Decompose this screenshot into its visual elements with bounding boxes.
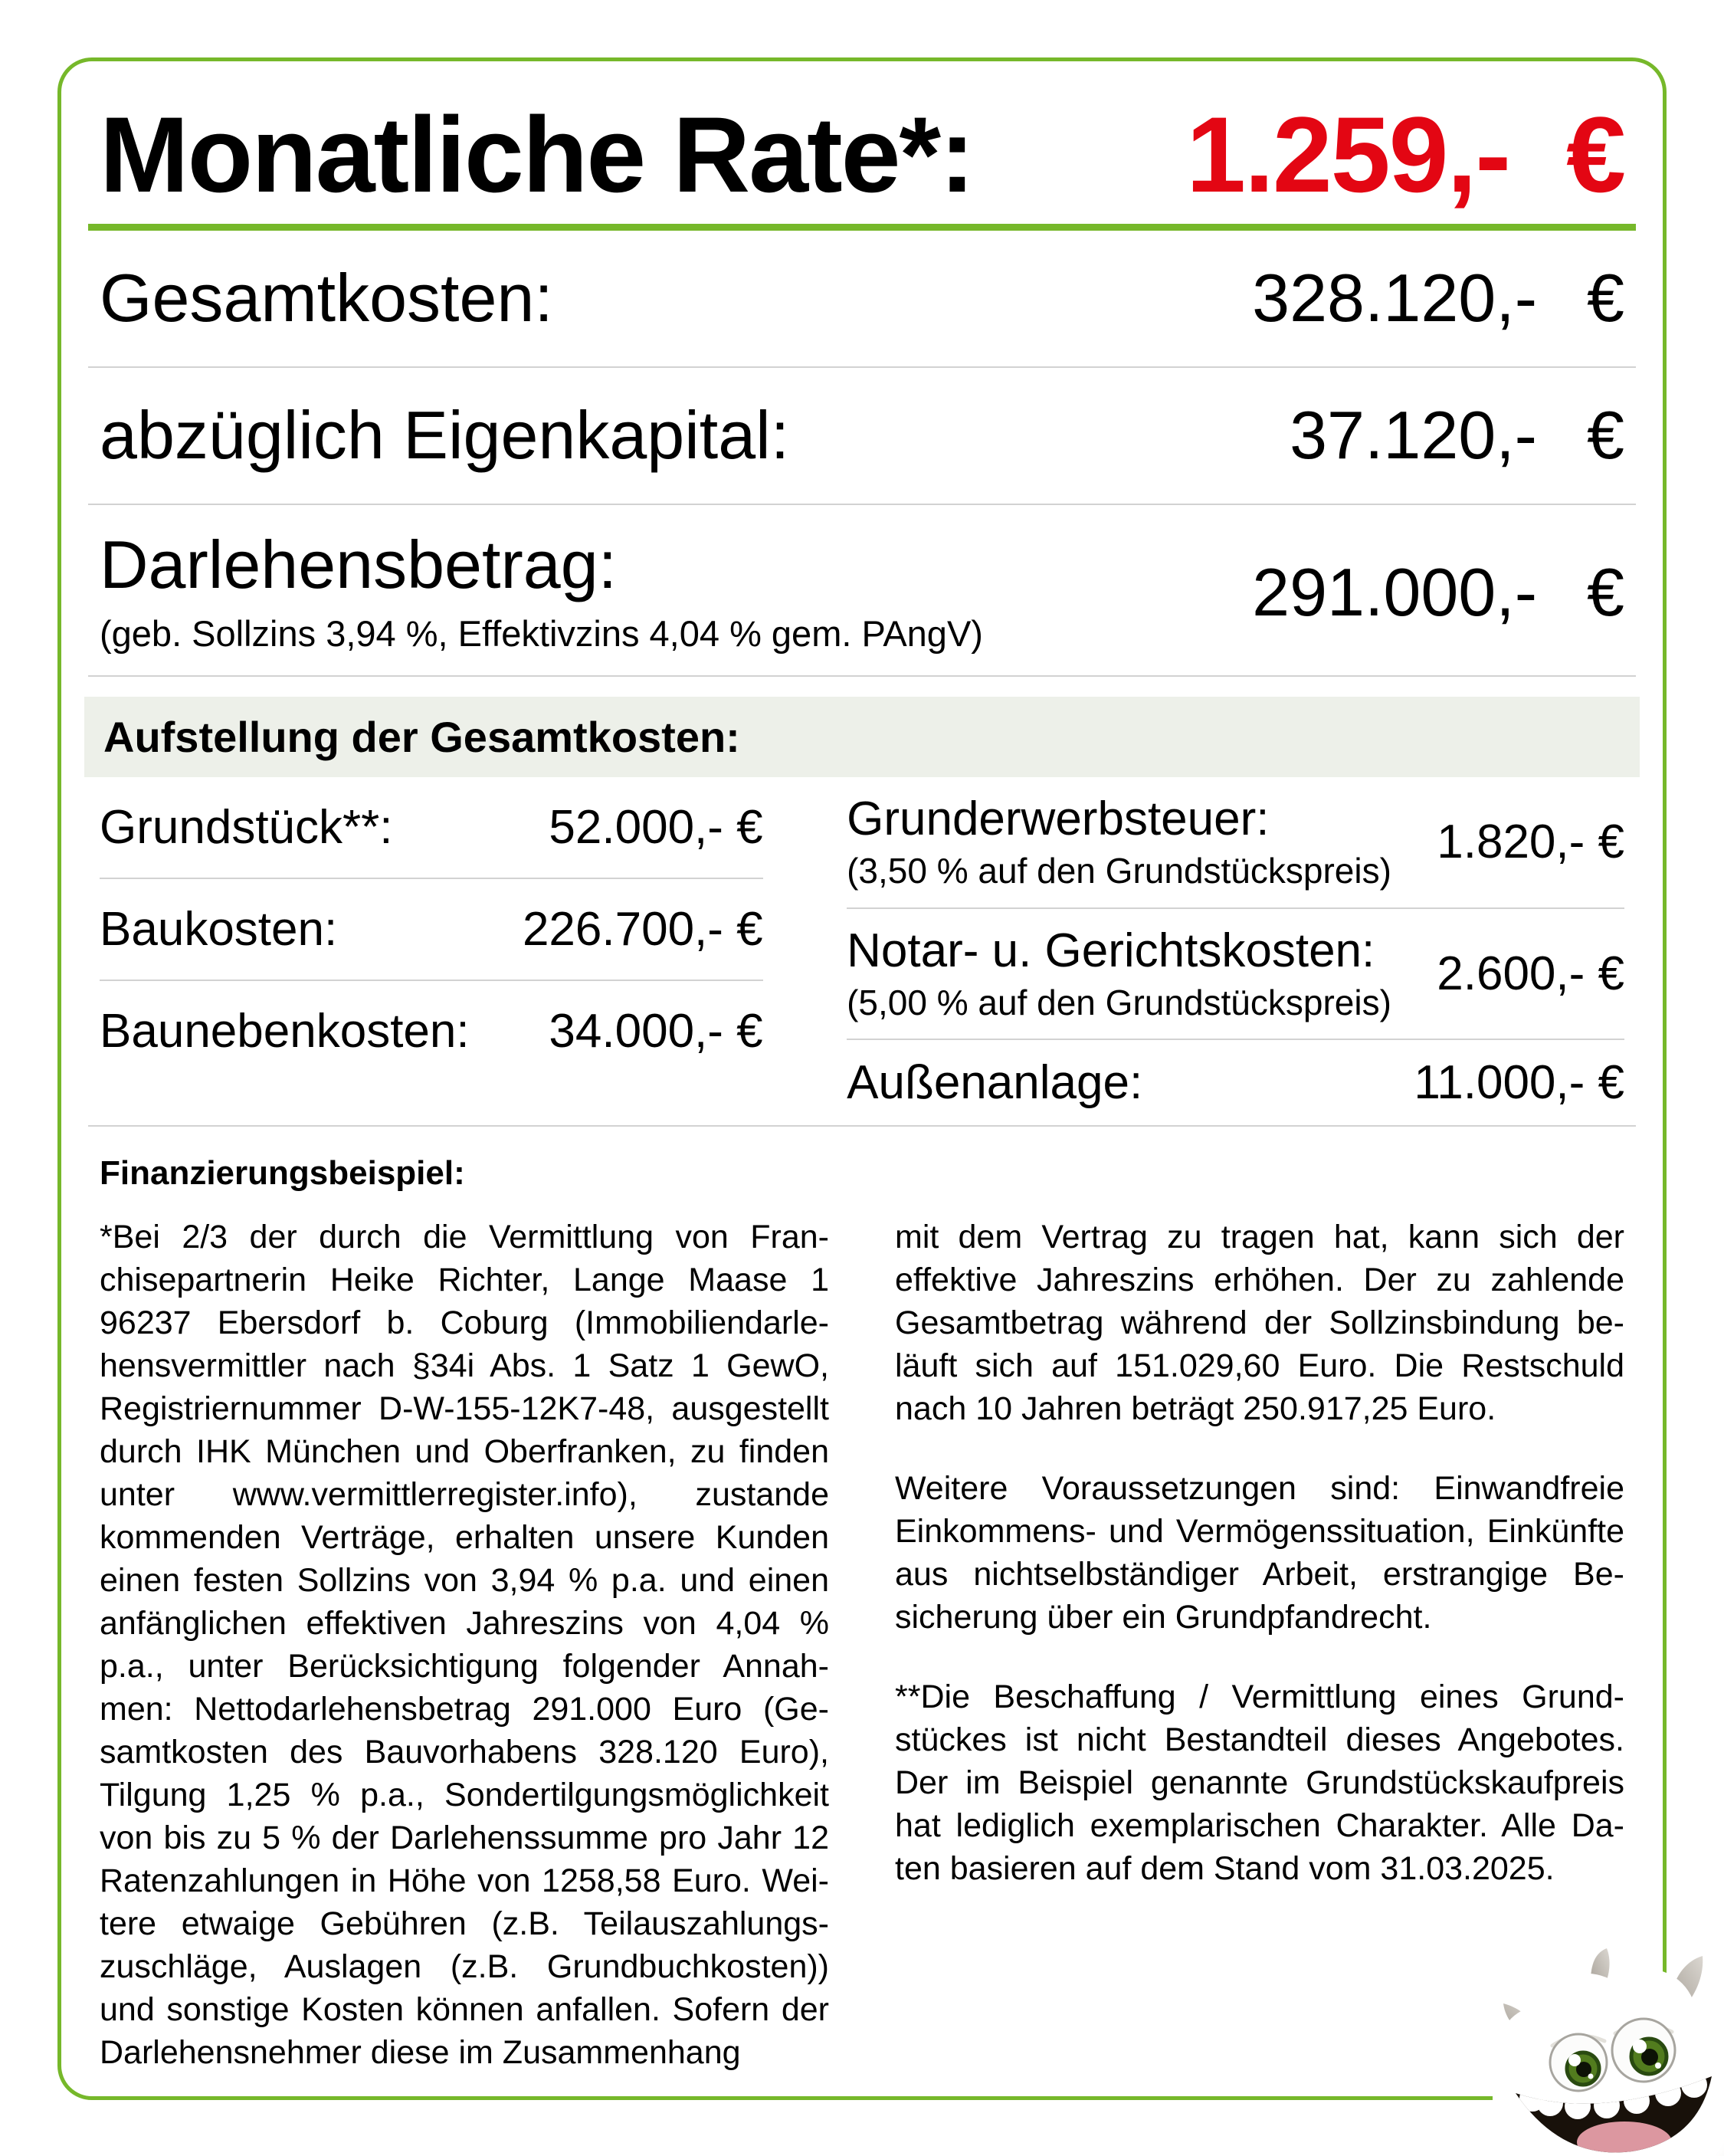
table-row: [100, 777, 763, 878]
cost-value: 52.000,- €: [549, 800, 763, 854]
cost-value: 11.000,- €: [1414, 1056, 1624, 1110]
summary-value: [1290, 399, 1624, 473]
finance-note-paragraph: mit dem Vertrag zu tragen hat, kann sich der effektive Jahreszins erhöhen. Der zu zahlende Gesamtbetrag während der Sollzinsbindung beläuft sich auf 151.029,60 Euro. Die Restschuld nach 10 Jahren beträgt 250.917,25 Euro.: [895, 1219, 1624, 1428]
cost-label-block: [847, 924, 1391, 1024]
cost-sublabel: (3,50 % auf den Grundstückspreis): [847, 851, 1391, 891]
yeti-monster-mascot: [1493, 1948, 1724, 2156]
cost-label: Grunderwerbsteuer:: [847, 792, 1270, 845]
table-row: [100, 879, 763, 980]
green-divider: [88, 224, 1636, 231]
cost-breakdown-heading: Aufstellung der Gesamtkosten:: [84, 697, 1640, 777]
cost-label: Außenanlage:: [847, 1056, 1143, 1110]
cost-sublabel: (5,00 % auf den Grundstückspreis): [847, 983, 1391, 1023]
cost-table-right-column: [847, 777, 1624, 1125]
cost-label: Notar- u. Gerichtskosten:: [847, 924, 1375, 977]
table-row: [100, 981, 763, 1081]
summary-label: abzüglich Eigenkapital:: [100, 397, 790, 474]
summary-value: [1252, 261, 1624, 336]
euro-sign: €: [1587, 260, 1624, 336]
finance-note-paragraph: *Bei 2/3 der durch die Vermittlung von Franchisepartnerin Heike Richter, Lange Maase 1 96237 Ebersdorf b. Coburg (Immobiliendarlehensvermittler nach §34i Abs. 1 Satz 1 GewO, Registriernummer D-W-155-12K7-48, ausgestellt durch IHK München und Oberfranken, zu finden unter www.vermittlerregister.info), zustande kommenden Verträge, erhalten unsere Kunden einen festen Sollzins von 3,94 % p.a. und einen anfänglichen effektiven Jahreszins von 4,04 % p.a., unter Berücksichtigung folgender Annahmen: Nettodarlehensbetrag 291.000 Euro (Gesamtkosten des Bauvorhabens 328.120 Euro), Tilgung 1,25 % p.a., Sondertilgungsmöglichkeit von bis zu 5 % der Darlehenssumme pro Jahr 12 Ratenzahlungen in Höhe von 1258,58 Euro. Weitere etwaige Gebühren (z.B. Teilauszahlungszuschläge, Auslagen (z.B. Grundbuchkosten)) und sonstige Kosten können anfallen. Sofern der Darlehensnehmer diese im Zusammenhang: [100, 1219, 829, 2072]
finance-note-right-column: [895, 1216, 1624, 2074]
cost-breakdown-table: [100, 777, 1624, 1125]
table-bottom-divider: [88, 1125, 1636, 1127]
row-divider: [88, 675, 1636, 677]
summary-label-block: [100, 528, 983, 657]
finance-example-heading: Finanzierungsbeispiel:: [100, 1154, 465, 1193]
finance-note-columns: [100, 1216, 1624, 2074]
cost-value: 2.600,- €: [1437, 947, 1624, 1000]
cost-label-block: [847, 793, 1391, 892]
finance-note-paragraph: Weitere Voraussetzungen sind: Einwandfreie Einkommens- und Vermögenssituation, Einkünfte aus nichtselbständiger Arbeit, erstrangige Besicherung über ein Grundpfandrecht.: [895, 1470, 1624, 1636]
table-row: [847, 1040, 1624, 1125]
cost-label: Baunebenkosten:: [100, 1004, 470, 1058]
summary-label: Gesamtkosten:: [100, 260, 553, 336]
monthly-rate-value: [1186, 94, 1624, 215]
cost-value: 226.700,- €: [522, 902, 763, 956]
table-row: [847, 777, 1624, 907]
green-border-frame: [57, 57, 1667, 2100]
summary-amount: 291.000,-: [1252, 553, 1537, 630]
cost-table-left-column: [100, 777, 763, 1125]
monthly-rate-label: Monatliche Rate*:: [100, 94, 974, 215]
summary-amount: 37.120,-: [1290, 397, 1537, 474]
cost-value: 1.820,- €: [1437, 815, 1624, 869]
summary-row-gesamtkosten: [100, 231, 1624, 366]
euro-sign: €: [1587, 397, 1624, 474]
cost-label: Grundstück**:: [100, 800, 393, 854]
summary-row-eigenkapital: [100, 368, 1624, 504]
summary-value: [1252, 553, 1624, 630]
euro-sign: €: [1587, 553, 1624, 630]
monthly-rate-header: [100, 94, 1624, 215]
summary-sublabel: (geb. Sollzins 3,94 %, Effektivzins 4,04 % gem. PAngV): [100, 612, 983, 654]
cost-label: Baukosten:: [100, 902, 338, 956]
cost-value: 34.000,- €: [549, 1004, 763, 1058]
finance-note-left-column: [100, 1216, 829, 2074]
finance-note-paragraph: **Die Beschaffung / Vermittlung eines Grundstückes ist nicht Bestandteil dieses Angebotes. Der im Beispiel genannte Grundstückskaufpreis hat lediglich exemplarischen Charakter. Alle Daten basieren auf dem Stand vom 31.03.2025.: [895, 1679, 1624, 1888]
summary-amount: 328.120,-: [1252, 260, 1537, 336]
summary-label: Darlehensbetrag:: [100, 526, 618, 602]
summary-row-darlehensbetrag: [100, 505, 1624, 675]
euro-sign: €: [1566, 94, 1624, 215]
monthly-rate-amount: 1.259,-: [1186, 94, 1509, 215]
table-row: [847, 909, 1624, 1039]
